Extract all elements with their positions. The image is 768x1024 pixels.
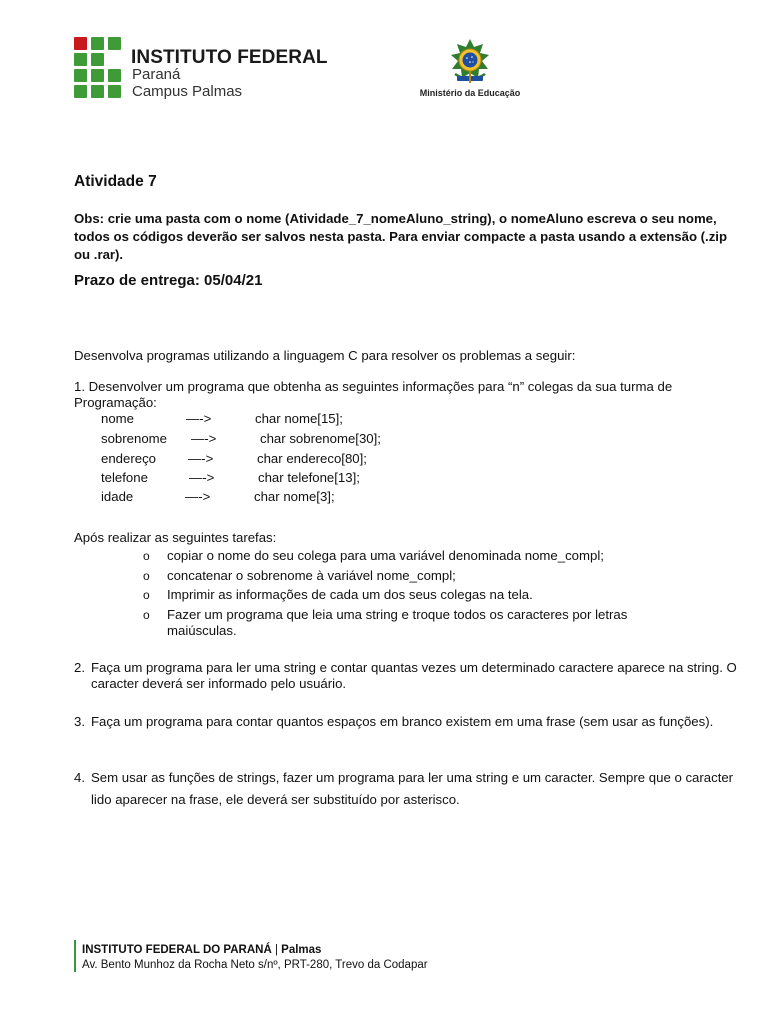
- ministry-label: Ministério da Educação: [419, 88, 521, 98]
- field-name: telefone: [101, 470, 148, 485]
- logo-square: [108, 37, 121, 50]
- logo-square: [91, 85, 104, 98]
- tasks-intro: Após realizar as seguintes tarefas:: [74, 530, 277, 545]
- field-name: sobrenome: [101, 431, 167, 446]
- question-text: Faça um programa para contar quantos espaços em branco existem em uma frase (sem usar as funções).: [91, 714, 714, 729]
- question-text: Faça um programa para ler uma string e contar quantas vezes um determinado caractere aparece na string. O caracter deverá ser informado pelo usuário.: [91, 660, 737, 691]
- field-name: endereço: [101, 451, 156, 466]
- question-text: Sem usar as funções de strings, fazer um programa para ler uma string e um caracter. Sempre que o caracter lido aparecer na frase, ele deverá ser substituído por asterisco.: [91, 770, 734, 807]
- bullet-marker: o: [143, 588, 150, 602]
- logo-square: [74, 69, 87, 82]
- logo-square: [108, 69, 121, 82]
- field-declaration: char nome[3];: [254, 489, 335, 504]
- logo-square: [74, 53, 87, 66]
- question-number: 3.: [74, 714, 85, 729]
- activity-title: Atividade 7: [74, 173, 157, 190]
- institute-title: INSTITUTO FEDERAL: [131, 47, 328, 68]
- task-text: concatenar o sobrenome à variável nome_compl;: [167, 568, 456, 583]
- question-number: 4.: [74, 770, 85, 785]
- logo-square: [91, 53, 104, 66]
- task-text: copiar o nome do seu colega para uma variável denominada nome_compl;: [167, 548, 604, 563]
- field-name: idade: [101, 489, 134, 504]
- brazil-coat-of-arms-icon: [445, 38, 495, 88]
- question-1: 1. Desenvolver um programa que obtenha as seguintes informações para “n” colegas da sua turma de Programação:: [74, 379, 673, 410]
- field-declaration: char endereco[80];: [257, 451, 367, 466]
- footer-campus: Palmas: [281, 944, 322, 956]
- obs-paragraph: Obs: crie uma pasta com o nome (Atividade_7_nomeAluno_string), o nomeAluno escreva o seu nome, todos os códigos deverão ser salvos nesta pasta. Para enviar compacte a pasta usando a extensão (.zip ou .rar).: [74, 211, 728, 262]
- field-arrow: —->: [189, 470, 215, 485]
- logo-square: [91, 69, 104, 82]
- deadline: Prazo de entrega: 05/04/21: [74, 272, 263, 289]
- intro-text: Desenvolva programas utilizando a linguagem C para resolver os problemas a seguir:: [74, 348, 576, 363]
- footer-address: Av. Bento Munhoz da Rocha Neto s/nº, PRT-280, Trevo da Codapar: [82, 959, 428, 971]
- footer-institute: INSTITUTO FEDERAL DO PARANÁ: [82, 944, 272, 956]
- logo-square-red: [74, 37, 87, 50]
- question-number: 2.: [74, 660, 85, 675]
- field-declaration: char sobrenome[30];: [260, 431, 381, 446]
- if-logo-grid: [74, 37, 124, 97]
- field-arrow: —->: [188, 451, 214, 466]
- bullet-marker: o: [143, 569, 150, 583]
- task-text: Imprimir as informações de cada um dos seus colegas na tela.: [167, 587, 533, 602]
- bullet-marker: o: [143, 549, 150, 563]
- footer-line-1: [82, 944, 321, 956]
- logo-square: [91, 37, 104, 50]
- logo-square: [74, 85, 87, 98]
- field-declaration: char telefone[13];: [258, 470, 360, 485]
- bullet-marker: o: [143, 608, 150, 622]
- field-arrow: —->: [186, 411, 212, 426]
- footer-separator: |: [271, 944, 282, 956]
- footer-accent-bar: [74, 940, 76, 972]
- logo-square: [108, 85, 121, 98]
- institute-campus: Campus Palmas: [132, 83, 243, 100]
- institute-state: Paraná: [132, 66, 181, 83]
- field-arrow: —->: [185, 489, 211, 504]
- field-arrow: —->: [191, 431, 217, 446]
- field-declaration: char nome[15];: [255, 411, 343, 426]
- task-text: Fazer um programa que leia uma string e troque todos os caracteres por letras maiúsculas.: [167, 607, 628, 638]
- field-name: nome: [101, 411, 134, 426]
